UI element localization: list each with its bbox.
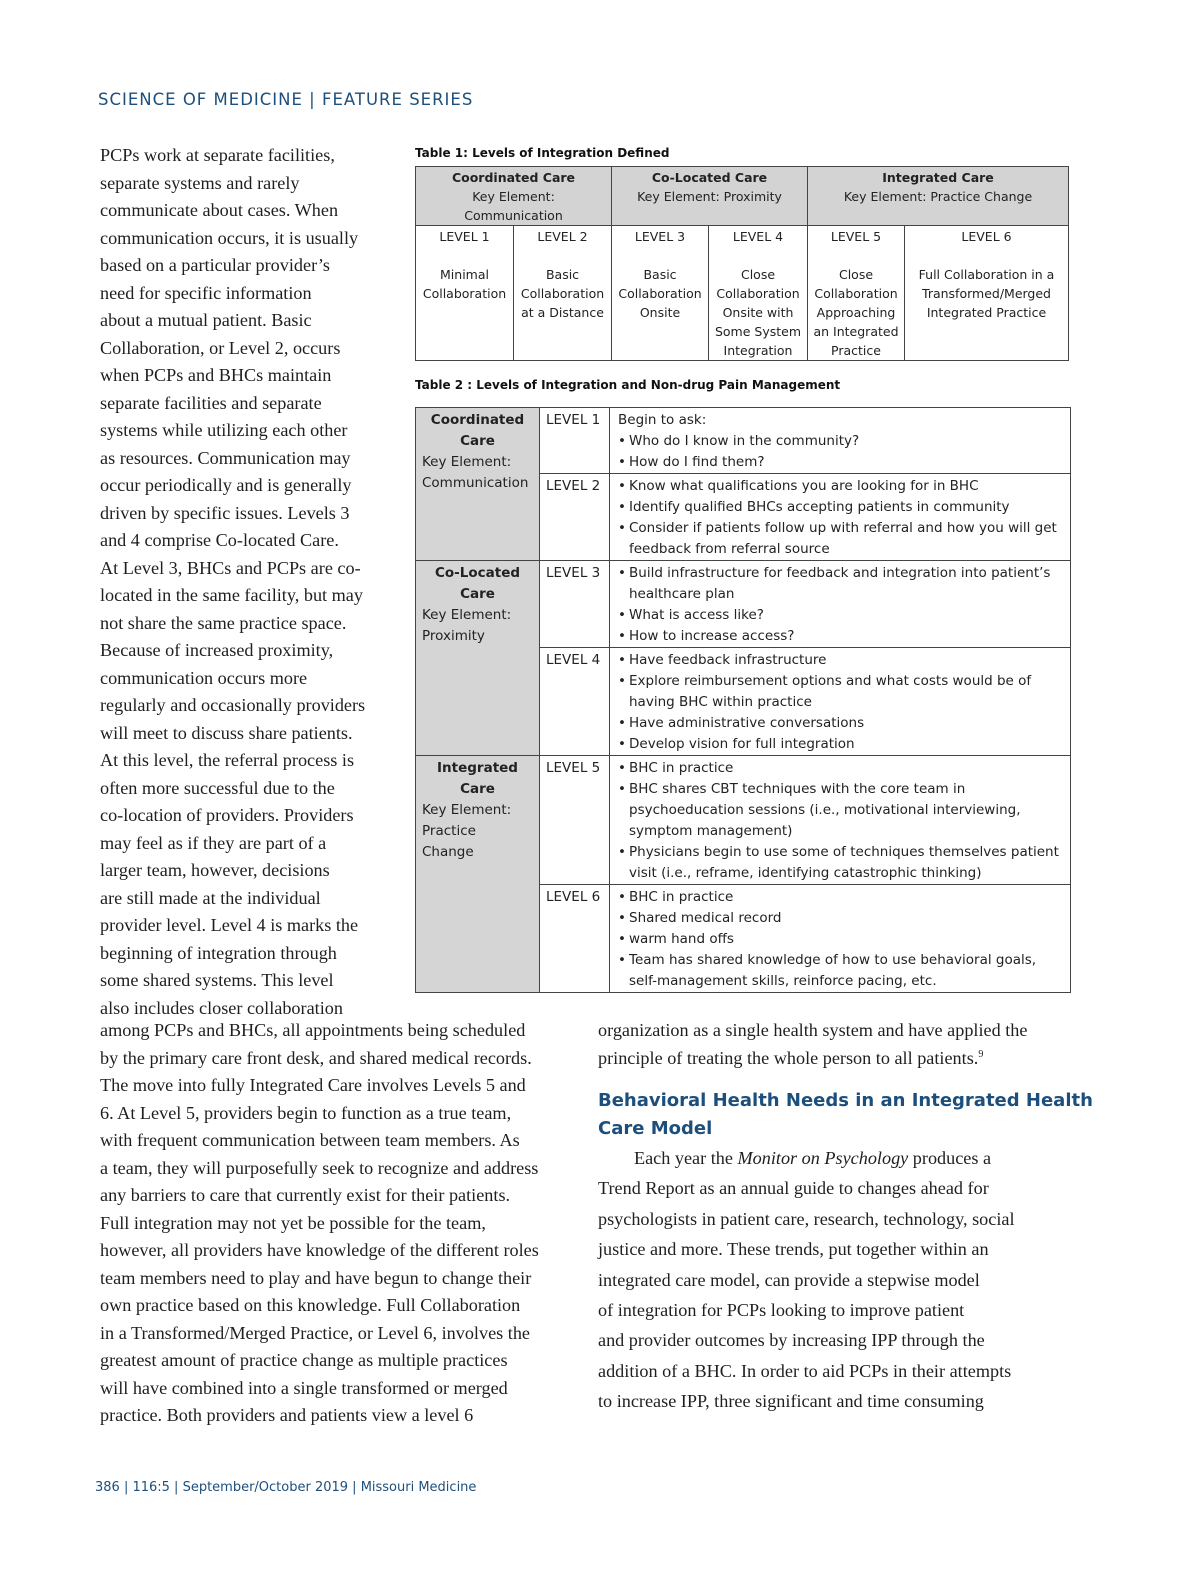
table2-level-label: LEVEL 4	[540, 648, 610, 756]
text-line: located in the same facility, but may	[100, 585, 363, 605]
header-title: Co-Located Care	[651, 170, 768, 185]
table1	[415, 166, 1069, 361]
table1-level-cell	[905, 226, 1069, 361]
text-line: any barriers to care that currently exist for their patients.	[100, 1185, 511, 1205]
header-key: Key Element:	[472, 189, 555, 204]
level-desc: Close	[838, 267, 874, 282]
bullet-item: • What is access like?	[618, 605, 1064, 626]
level-label: LEVEL 5	[830, 229, 882, 244]
text-line: PCPs work at separate facilities,	[100, 145, 335, 165]
level-desc: Integration	[723, 343, 793, 358]
text-line: in a Transformed/Merged Practice, or Level 6, involves the	[100, 1322, 530, 1343]
text-line: some shared systems. This level	[100, 970, 334, 990]
publication-title: Monitor on Psychology	[737, 1148, 909, 1168]
paragraph	[598, 1143, 1068, 1417]
text-line: not share the same practice space.	[100, 612, 347, 633]
series-header: SCIENCE OF MEDICINE | FEATURE SERIES	[98, 90, 474, 109]
text-line: with frequent communication between team members. As	[100, 1130, 520, 1150]
text-line: 6. At Level 5, providers begin to function as a true team,	[100, 1102, 512, 1123]
left-column-bottom	[100, 1017, 580, 1430]
table2-category-colocated	[416, 561, 540, 756]
text-line: when PCPs and BHCs maintain	[100, 365, 332, 385]
level-desc: Integrated Practice	[926, 305, 1047, 320]
text-line: The move into fully Integrated Care involves Levels 5 and	[100, 1075, 526, 1095]
level-desc: Onsite	[639, 305, 681, 320]
table2-category-integrated	[416, 756, 540, 993]
text-line: separate systems and rarely	[100, 172, 300, 193]
level-desc: Collaboration	[422, 286, 507, 301]
text-line: justice and more. These trends, put together within an	[598, 1239, 989, 1260]
text-line: provider level. Level 4 is marks the	[100, 915, 359, 935]
text-line: will meet to discuss share patients.	[100, 722, 353, 743]
header-key: Key Element: Proximity	[637, 189, 782, 204]
level-label: LEVEL 2	[537, 229, 588, 244]
table2-level-label: LEVEL 2	[540, 474, 610, 561]
category-key: Communication	[422, 475, 529, 491]
bullet-item: • How to increase access?	[618, 626, 1064, 647]
category-key: Key Element:	[422, 802, 512, 818]
level-desc: an Integrated	[813, 324, 899, 339]
level-desc: at a Distance	[521, 305, 604, 320]
level-desc: Basic	[545, 267, 580, 282]
bullet-item: • Shared medical record	[618, 908, 1064, 929]
level-label: LEVEL 6	[961, 229, 1012, 244]
level-label: LEVEL 4	[732, 229, 784, 244]
text-line: At Level 3, BHCs and PCPs are co-	[100, 557, 361, 578]
category-title: Care	[460, 781, 495, 797]
table1-header-integrated	[808, 167, 1069, 226]
bullet-item: • warm hand offs	[618, 929, 1064, 950]
table2-items	[610, 561, 1071, 648]
table1-level-cell	[514, 226, 612, 361]
category-key: Practice	[422, 823, 476, 839]
table2-level-label: LEVEL 5	[540, 756, 610, 885]
header-key-cont: Communication	[464, 208, 563, 223]
text-line: by the primary care front desk, and shared medical records.	[100, 1047, 532, 1068]
level-desc: Collaboration	[716, 286, 800, 301]
text-line: often more successful due to the	[100, 777, 335, 798]
bullet-item: • Have administrative conversations	[618, 713, 1064, 734]
level-desc: Basic	[643, 267, 677, 282]
text-line	[598, 1143, 1068, 1173]
text-line: Collaboration, or Level 2, occurs	[100, 337, 341, 358]
bullet-item: • BHC in practice	[618, 758, 1064, 779]
text-line: a team, they will purposefully seek to recognize and address	[100, 1157, 539, 1178]
text-line: may feel as if they are part of a	[100, 832, 327, 853]
bullet-item: • How do I find them?	[618, 452, 1064, 473]
bullet-item: • Team has shared knowledge of how to use behavioral goals, self-management skills, reinforce pacing, etc.	[618, 950, 1064, 992]
table2-items	[610, 885, 1071, 993]
paragraph	[598, 1017, 1068, 1072]
category-title: Care	[460, 433, 495, 449]
bullet-item: • Identify qualified BHCs accepting patients in community	[618, 497, 1064, 518]
level-desc: Approaching	[816, 305, 896, 320]
bullet-item: • BHC in practice	[618, 887, 1064, 908]
text-line: need for specific information	[100, 282, 312, 303]
text-fragment: principle of treating the whole person to all patients.	[598, 1047, 979, 1068]
table1-header-coordinated	[416, 167, 612, 226]
level-desc: Close	[740, 267, 776, 282]
category-key: Proximity	[422, 628, 485, 644]
citation-ref: 9	[978, 1048, 984, 1060]
right-column	[598, 1017, 1093, 1417]
category-key: Key Element:	[422, 607, 512, 623]
text-line: however, all providers have knowledge of the different roles	[100, 1240, 539, 1260]
text-line: Full integration may not yet be possible for the team,	[100, 1212, 486, 1233]
category-title: Care	[460, 586, 495, 602]
text-fragment: Each year the	[634, 1148, 738, 1168]
table2-items	[610, 756, 1071, 885]
text-line: are still made at the individual	[100, 887, 321, 908]
text-line: communication occurs, it is usually	[100, 227, 359, 248]
text-line: practice. Both providers and patients view a level 6	[100, 1405, 474, 1425]
table1-level-cell	[709, 226, 808, 361]
bullet-item: • Build infrastructure for feedback and integration into patient’s healthcare plan	[618, 563, 1064, 605]
category-title: Coordinated	[430, 412, 525, 428]
bullet-item: • Develop vision for full integration	[618, 734, 1064, 755]
level-label: LEVEL 1	[439, 229, 490, 244]
bullet-item: • Have feedback infrastructure	[618, 650, 1064, 671]
bullet-item: • Know what qualifications you are looking for in BHC	[618, 476, 1064, 497]
category-title: Co-Located	[434, 565, 521, 581]
text-line: larger team, however, decisions	[100, 860, 330, 880]
table2-items	[610, 474, 1071, 561]
text-line: organization as a single health system and have applied the	[598, 1020, 1028, 1040]
bullet-item: • Consider if patients follow up with referral and how you will get feedback from referral source	[618, 518, 1064, 560]
category-key: Change	[422, 844, 474, 860]
text-line: integrated care model, can provide a stepwise model	[598, 1269, 980, 1290]
text-line: among PCPs and BHCs, all appointments being scheduled	[100, 1020, 526, 1040]
level-desc: Some System	[714, 324, 802, 339]
text-fragment: produces a	[908, 1148, 992, 1168]
text-line: systems while utilizing each other	[100, 420, 348, 440]
text-line: own practice based on this knowledge. Full Collaboration	[100, 1295, 521, 1315]
bullet-item: • Explore reimbursement options and what costs would be of having BHC within practice	[618, 671, 1064, 713]
text-line: will have combined into a single transformed or merged	[100, 1377, 508, 1398]
level-desc: Collaboration	[520, 286, 605, 301]
text-line: based on a particular provider’s	[100, 255, 330, 275]
table1-header-colocated	[612, 167, 808, 226]
table2-level-label: LEVEL 3	[540, 561, 610, 648]
header-key: Key Element: Practice Change	[843, 189, 1033, 204]
level-desc: Collaboration	[618, 286, 702, 301]
text-line: psychologists in patient care, research, technology, social	[598, 1208, 1015, 1229]
text-line: of integration for PCPs looking to improve patient	[598, 1300, 965, 1321]
table1-level-cell	[808, 226, 905, 361]
level-desc: Minimal	[440, 267, 489, 282]
text-line: about a mutual patient. Basic	[100, 310, 312, 330]
text-line: beginning of integration through	[100, 942, 337, 963]
level-label: LEVEL 3	[634, 229, 686, 244]
left-column-top	[100, 142, 390, 1022]
table2-caption: Table 2 : Levels of Integration and Non-drug Pain Management	[415, 378, 841, 392]
table1-level-cell	[416, 226, 514, 361]
text-line: At this level, the referral process is	[100, 750, 355, 770]
heading-line: Behavioral Health Needs in an Integrated Health	[598, 1090, 1093, 1111]
text-line: and 4 comprise Co-located Care.	[100, 530, 339, 550]
level-desc: Collaboration	[814, 286, 898, 301]
text-line: separate facilities and separate	[100, 392, 322, 413]
bullet-item: • Who do I know in the community?	[618, 431, 1064, 452]
level-desc: Full Collaboration in a	[918, 267, 1055, 282]
text-line: driven by specific issues. Levels 3	[100, 502, 350, 523]
text-line: Because of increased proximity,	[100, 640, 334, 660]
text-line: Trend Report as an annual guide to changes ahead for	[598, 1178, 989, 1199]
table2-category-coordinated	[416, 408, 540, 561]
text-line: as resources. Communication may	[100, 447, 351, 468]
text-line: addition of a BHC. In order to aid PCPs in their attempts	[598, 1360, 1012, 1381]
table2-level-label: LEVEL 1	[540, 408, 610, 474]
text-line: communication occurs more	[100, 667, 308, 688]
text-line: to increase IPP, three significant and time consuming	[598, 1391, 984, 1412]
page-footer: 386 | 116:5 | September/October 2019 | Missouri Medicine	[95, 1480, 477, 1495]
level-desc: Practice	[831, 343, 881, 358]
text-line: also includes closer collaboration	[100, 997, 343, 1018]
level-desc: Onsite with	[722, 305, 794, 320]
table2-items	[610, 648, 1071, 756]
bullet-item: • Physicians begin to use some of techniques themselves patient visit (i.e., reframe, identifying catastrophic thinking)	[618, 842, 1064, 884]
category-title: Integrated	[437, 760, 518, 776]
table2-level-label: LEVEL 6	[540, 885, 610, 993]
table1-caption: Table 1: Levels of Integration Defined	[415, 146, 670, 160]
items-intro: Begin to ask:	[618, 412, 707, 428]
text-line: team members need to play and have begun to change their	[100, 1267, 532, 1288]
level-desc: Transformed/Merged	[922, 286, 1051, 301]
table1-level-cell	[612, 226, 709, 361]
text-line: and provider outcomes by increasing IPP through the	[598, 1330, 985, 1351]
text-line: greatest amount of practice change as multiple practices	[100, 1350, 508, 1370]
table2	[415, 407, 1071, 993]
bullet-item: • BHC shares CBT techniques with the core team in psychoeducation sessions (i.e., motivational interviewing, symptom management)	[618, 779, 1064, 842]
heading-line: Care Model	[598, 1118, 713, 1139]
text-line: communicate about cases. When	[100, 200, 339, 220]
header-title: Coordinated Care	[451, 170, 576, 185]
header-title: Integrated Care	[882, 170, 994, 185]
text-line	[598, 1045, 1068, 1073]
table2-items	[610, 408, 1071, 474]
text-line: occur periodically and is generally	[100, 475, 352, 495]
text-line: co-location of providers. Providers	[100, 805, 354, 825]
category-key: Key Element:	[422, 454, 512, 470]
section-heading	[598, 1087, 1093, 1143]
text-line: regularly and occasionally providers	[100, 695, 366, 715]
